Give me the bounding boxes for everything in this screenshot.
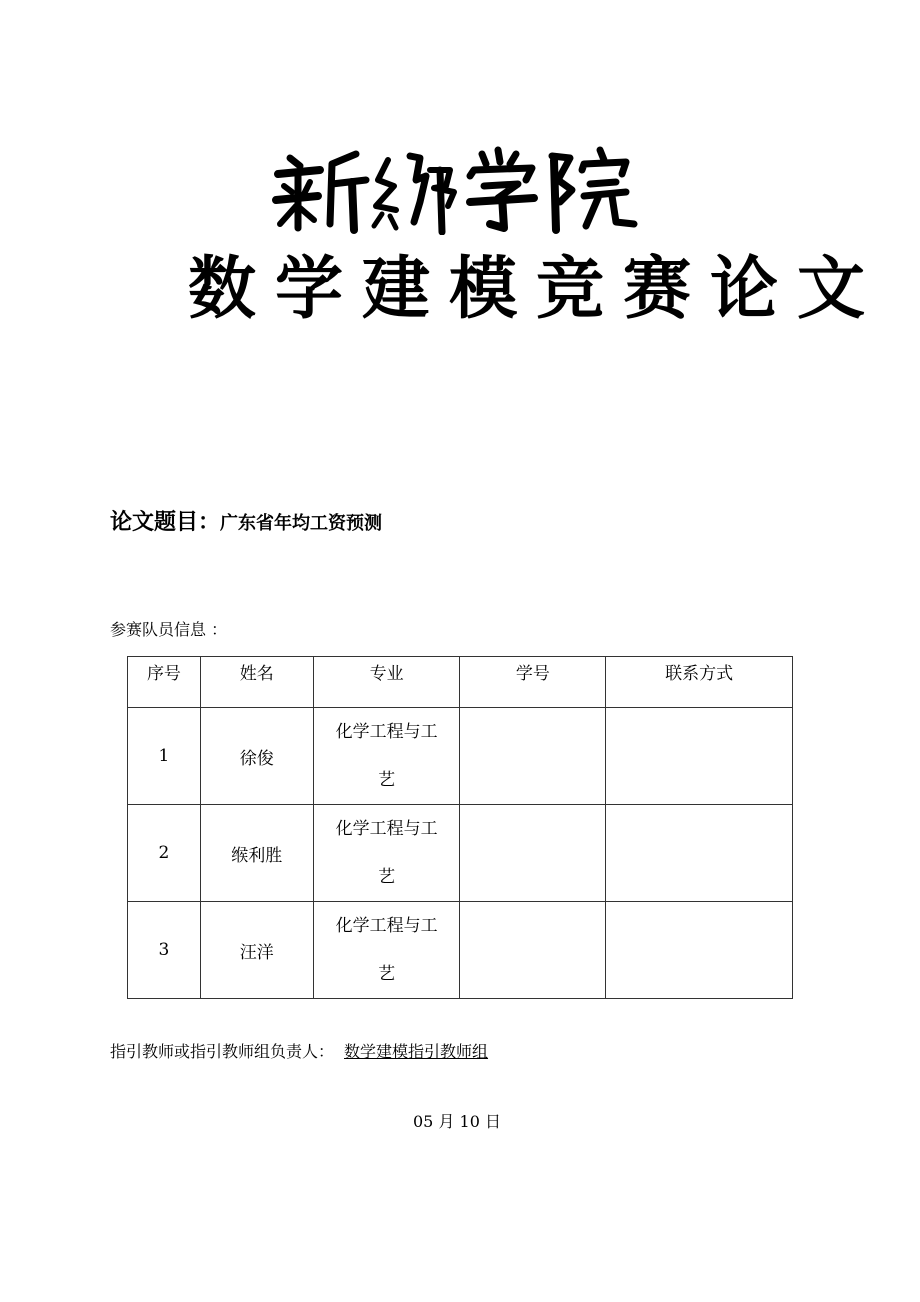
cell-contact bbox=[606, 805, 793, 902]
cell-student-id bbox=[460, 902, 606, 999]
cell-contact bbox=[606, 708, 793, 805]
table-header-row bbox=[128, 657, 793, 708]
major-text-line1: 化学工程与工 bbox=[335, 819, 438, 839]
cell-major bbox=[313, 708, 460, 805]
cell-student-id bbox=[460, 708, 606, 805]
submission-date: 05 月 10 日 bbox=[413, 1112, 501, 1131]
cell-name: 徐俊 bbox=[200, 708, 313, 805]
column-header-contact: 联系方式 bbox=[606, 657, 793, 708]
advisor-value: 数学建模指引教师组 bbox=[344, 1042, 489, 1061]
major-text-line2: 艺 bbox=[378, 770, 396, 790]
major-text-line2: 艺 bbox=[378, 867, 396, 887]
cell-name: 缑利胜 bbox=[200, 805, 313, 902]
cell-major bbox=[313, 805, 460, 902]
table-row bbox=[128, 902, 793, 999]
cell-contact bbox=[606, 902, 793, 999]
advisor-label: 指引教师或指引教师组负责人： bbox=[110, 1042, 335, 1061]
cell-number: 1 bbox=[128, 708, 201, 805]
column-header-student-id: 学号 bbox=[460, 657, 606, 708]
column-header-major: 专业 bbox=[313, 657, 460, 708]
column-header-number: 序号 bbox=[128, 657, 201, 708]
table-row bbox=[128, 805, 793, 902]
document-title: 数学建模竞赛论文 bbox=[188, 250, 885, 329]
advisor-line bbox=[110, 1040, 488, 1064]
cell-student-id bbox=[460, 805, 606, 902]
major-text-line2: 艺 bbox=[378, 964, 396, 984]
topic-label: 论文题目： bbox=[110, 510, 221, 535]
cell-number: 2 bbox=[128, 805, 201, 902]
team-info-label: 参赛队员信息 ： bbox=[110, 620, 228, 639]
topic-value: 广东省年均工资预测 bbox=[220, 513, 383, 534]
column-header-name: 姓名 bbox=[200, 657, 313, 708]
team-members-table bbox=[127, 656, 793, 999]
cell-name: 汪洋 bbox=[200, 902, 313, 999]
major-text-line1: 化学工程与工 bbox=[335, 916, 438, 936]
major-text-line1: 化学工程与工 bbox=[335, 722, 438, 742]
cell-major bbox=[313, 902, 460, 999]
table-row bbox=[128, 708, 793, 805]
cell-number: 3 bbox=[128, 902, 201, 999]
school-calligraphy-logo bbox=[270, 140, 640, 235]
paper-topic bbox=[110, 505, 382, 542]
